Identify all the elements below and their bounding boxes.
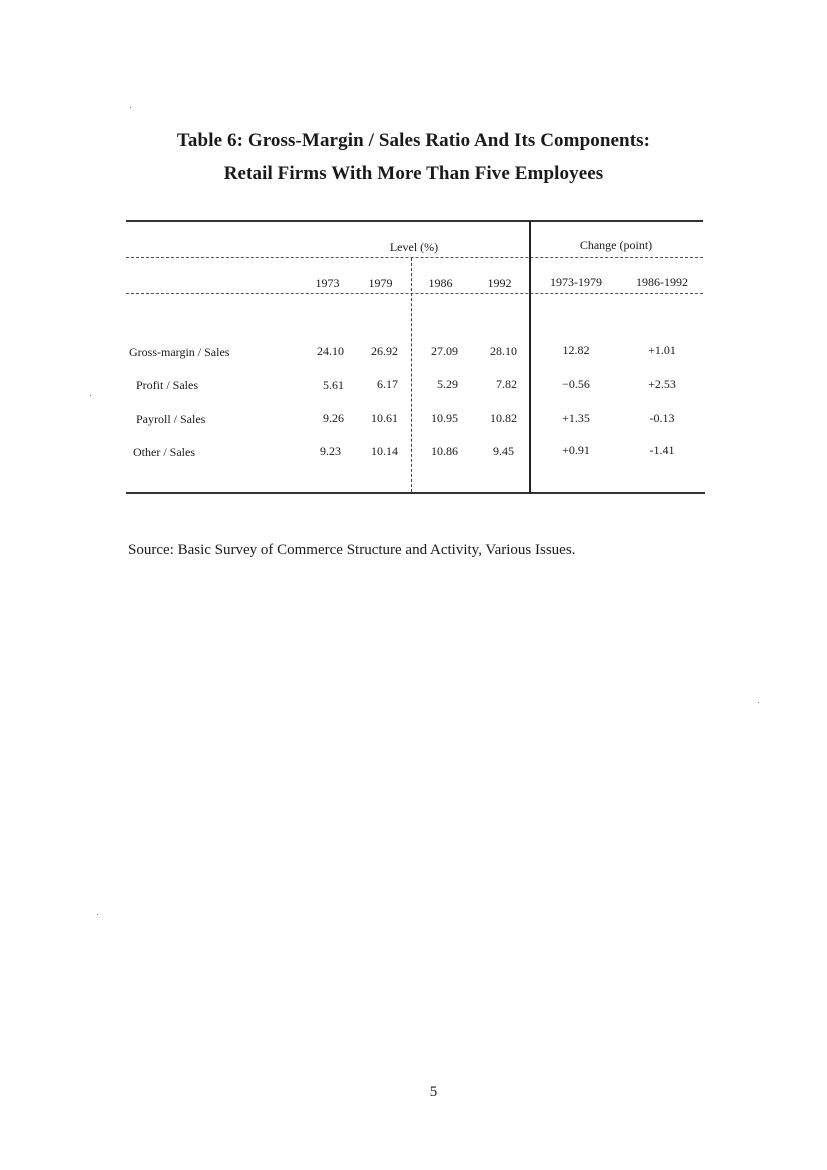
row-label: Gross-margin / Sales bbox=[129, 345, 230, 359]
table-cell: 10.14 bbox=[371, 444, 398, 458]
row-label: Payroll / Sales bbox=[136, 412, 206, 426]
scan-speck bbox=[97, 914, 98, 915]
table-cell: +1.35 bbox=[562, 411, 590, 425]
table-cell: 5.61 bbox=[323, 378, 344, 392]
scan-speck bbox=[130, 107, 131, 108]
table-cell: 10.86 bbox=[431, 444, 458, 458]
table-cell: +0.91 bbox=[562, 443, 590, 457]
table-cell: 6.17 bbox=[377, 377, 398, 391]
column-header: 1986 bbox=[428, 276, 453, 290]
table-cell: 5.29 bbox=[437, 377, 458, 391]
row-label: Other / Sales bbox=[133, 445, 195, 459]
table-cell: 12.82 bbox=[562, 343, 590, 357]
table-title-line-1: Table 6: Gross-Margin / Sales Ratio And Its Components: bbox=[176, 130, 651, 151]
table-bottom-rule bbox=[126, 492, 705, 494]
table-cell: -1.41 bbox=[649, 443, 675, 457]
column-header-rule bbox=[126, 293, 703, 294]
row-label: Profit / Sales bbox=[136, 378, 198, 392]
column-header: 1973-1979 bbox=[550, 275, 602, 289]
table-cell: 9.26 bbox=[323, 411, 344, 425]
table-cell: 10.95 bbox=[431, 411, 458, 425]
column-header: 1979 bbox=[368, 276, 393, 290]
table-cell: 24.10 bbox=[317, 344, 344, 358]
divider-1979-1986 bbox=[411, 258, 412, 492]
scan-speck bbox=[758, 702, 759, 703]
table-cell: −0.56 bbox=[562, 377, 590, 391]
table-cell: 9.45 bbox=[493, 444, 514, 458]
source-note: Source: Basic Survey of Commerce Structure and Activity, Various Issues. bbox=[128, 542, 576, 558]
table-cell: 9.23 bbox=[320, 444, 341, 458]
column-header: 1992 bbox=[487, 276, 512, 290]
change-group-header: Change (point) bbox=[579, 238, 653, 252]
table-cell: 10.61 bbox=[371, 411, 398, 425]
scan-speck bbox=[90, 395, 91, 396]
table-cell: 10.82 bbox=[490, 411, 517, 425]
column-header: 1986-1992 bbox=[636, 275, 688, 289]
group-header-rule bbox=[126, 257, 703, 258]
level-group-header: Level (%) bbox=[389, 240, 439, 254]
table-cell: 28.10 bbox=[490, 344, 517, 358]
table-cell: 7.82 bbox=[496, 377, 517, 391]
table-cell: -0.13 bbox=[649, 411, 675, 425]
page-number: 5 bbox=[429, 1084, 438, 1100]
table-title-line-2: Retail Firms With More Than Five Employees bbox=[223, 163, 604, 184]
table-top-rule bbox=[126, 220, 703, 222]
table-cell: +1.01 bbox=[648, 343, 676, 357]
table-cell: +2.53 bbox=[648, 377, 676, 391]
divider-level-change bbox=[529, 221, 531, 493]
table-cell: 26.92 bbox=[371, 344, 398, 358]
table-cell: 27.09 bbox=[431, 344, 458, 358]
column-header: 1973 bbox=[315, 276, 340, 290]
